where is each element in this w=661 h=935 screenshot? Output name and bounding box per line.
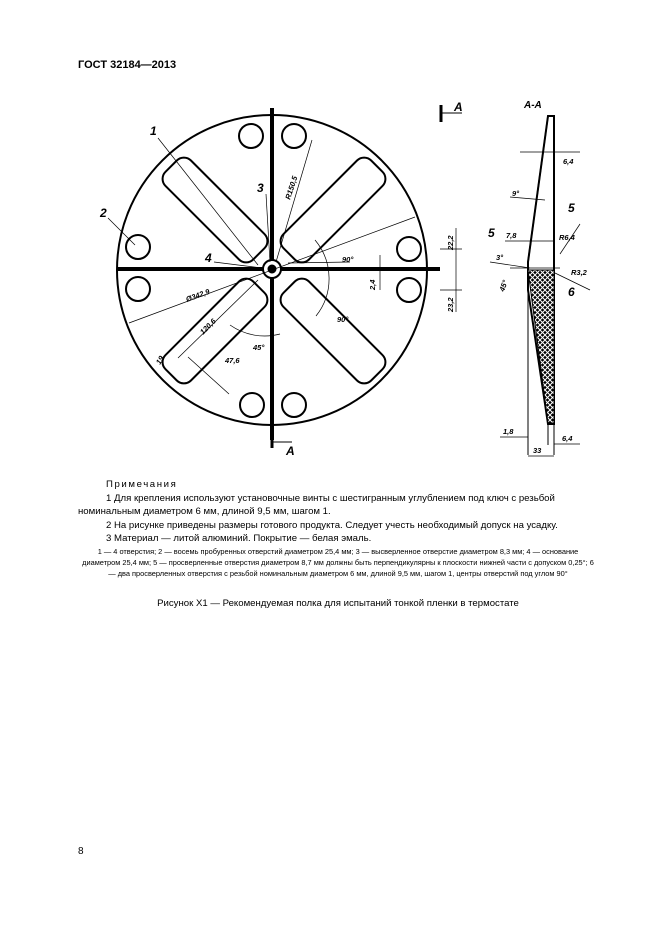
- dim-d120: 120,6: [198, 316, 218, 337]
- figure-caption: Рисунок Х1 — Рекомендуемая полка для испытаний тонкой пленки в термостате: [157, 598, 519, 609]
- label-3: 3: [257, 181, 264, 195]
- dim-d23: 23,2: [446, 297, 455, 312]
- dim-s33: 33: [533, 446, 542, 455]
- note-3: 3 Материал — литой алюминий. Покрытие — белая эмаль.: [106, 533, 372, 544]
- dim-s64a: 6,4: [563, 157, 574, 166]
- notes-title: Примечания: [106, 479, 178, 490]
- note-1: 1 Для крепления используют установочные винты с шестигранным углублением под ключ с резьбой номинальным диаметром 6 мм, длиной 9,5 мм, шагом 1.: [78, 492, 555, 517]
- dim-d19: 19: [153, 354, 166, 366]
- dim-s78: 7,8: [506, 231, 517, 240]
- label-6: 6: [568, 285, 575, 299]
- label-5-left: 5: [488, 226, 495, 240]
- section-title: А-А: [524, 100, 542, 111]
- dim-a9: 9°: [512, 189, 520, 198]
- note-2: 2 На рисунке приведены размеры готового продукта. Следует учесть необходимый допуск на усадку.: [106, 519, 558, 531]
- notes-block: [78, 478, 598, 546]
- dim-s64b: 6,4: [562, 434, 573, 443]
- label-2: 2: [100, 206, 107, 220]
- standard-header: ГОСТ 32184—2013: [78, 59, 177, 71]
- dim-r64: R6,4: [559, 233, 575, 242]
- plan-view: [108, 105, 462, 448]
- dim-d342: Ø342,9: [184, 287, 211, 304]
- dim-a45: 45°: [253, 343, 265, 352]
- dim-d22: 22,2: [446, 235, 455, 250]
- label-5-right: 5: [568, 201, 575, 215]
- dimension-lines: [108, 138, 462, 394]
- label-1: 1: [150, 124, 157, 138]
- dim-a3: 3°: [496, 253, 504, 262]
- dimension-labels: [154, 157, 588, 455]
- dim-s18: 1,8: [503, 427, 514, 436]
- label-4: 4: [205, 251, 212, 265]
- dim-d47: 47,6: [225, 356, 240, 365]
- section-mark-top: A: [454, 100, 463, 114]
- dim-r150: R150,5: [283, 174, 300, 201]
- dim-r32: R3,2: [571, 268, 587, 277]
- figure-legend: 1 — 4 отверстия; 2 — восемь пробуренных отверстий диаметром 25,4 мм; 3 — высверленное отверстие диаметром 8,3 мм; 4 — основание диаметром 25,4 мм; 5 — просверленные отверстия диаметром 8,7 мм должны быть перпендикулярны к плоскости нижней части с допуском 0,25°; 6 — два просверленных отверстия с резьбой номинальным диаметром 6 мм, длиной 9,5 мм, шагом 1, центры отверстий под углом 90°: [82, 547, 594, 578]
- dim-a45b: 45°: [497, 278, 510, 293]
- dim-a90a: 90°: [342, 255, 354, 264]
- page-number: 8: [78, 846, 84, 857]
- section-mark-bottom: A: [286, 444, 295, 458]
- dim-a90b: 90°: [337, 315, 349, 324]
- dim-d24: 2,4: [368, 279, 377, 290]
